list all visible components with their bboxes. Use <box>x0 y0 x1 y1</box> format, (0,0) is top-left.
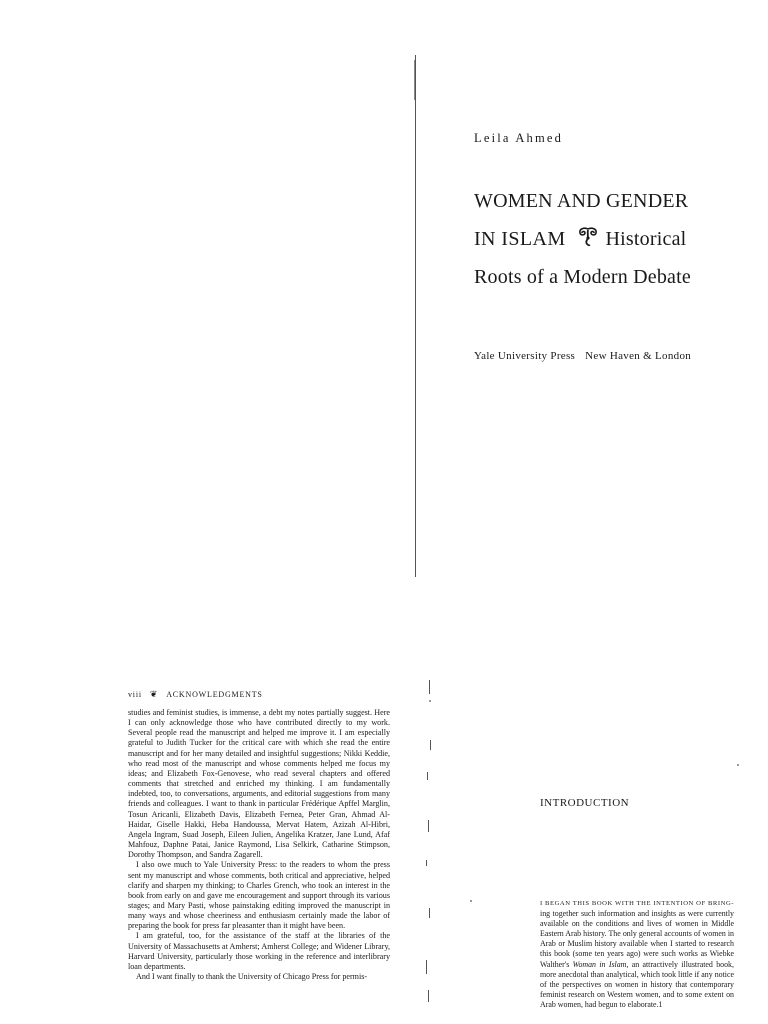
page-number: viii <box>128 690 142 699</box>
gutter-line <box>426 860 427 866</box>
paragraph: I am grateful, too, for the assistance of the staff at the libraries of the University of Massachusetts at Amherst; Amherst College; and Widener Library, Harvard University, particularly those working in the reference and interlibrary loan departments. <box>128 931 390 971</box>
book-title-italic: Woman in Islam, <box>572 959 629 969</box>
title-line-2 <box>474 220 691 258</box>
publisher-line <box>474 350 691 362</box>
chapter-heading: INTRODUCTION <box>540 797 630 809</box>
gutter-line <box>426 960 427 974</box>
running-head <box>128 689 263 700</box>
title-line-2-caps: IN ISLAM <box>474 228 566 250</box>
fleuron-ornament-icon <box>576 226 600 248</box>
gutter-speck <box>429 700 431 702</box>
ornament-icon: ❦ <box>149 689 159 699</box>
gutter-line <box>429 908 430 918</box>
opening-smallcaps: I BEGAN THIS BOOK WITH THE INTENTION OF BRING- <box>540 900 734 907</box>
gutter-line <box>429 680 430 694</box>
body-text-continued: an attractively illustrated book, more anecdotal than analytical, which took little if any notice of the perspectives on women in history that contemporary feminist research on Western women, and to some extent on Arab women, had begun to elaborate.1 <box>540 959 734 1009</box>
title-line-3: Roots of a Modern Debate <box>474 266 691 288</box>
gutter-line <box>428 820 429 832</box>
running-head-title: ACKNOWLEDGMENTS <box>166 690 263 699</box>
body-text: ing together such information and insights as were currently available on the conditions and lives of women in Middle Eastern Arab history. The only general accounts of women in Arab or Muslim history available when I started to research this book (some ten years ago) were such works as Wiebke Walther's <box>540 909 734 969</box>
paragraph: studies and feminist studies, is immense, a debt my notes partially suggest. Here I can only acknowledge those who have contributed directly to my work. Several people read the manuscript and helped me improve it. I am especially grateful to Judith Tucker for the critical care with which she read the entire manuscript and for her many detailed and insightful suggestions; Nikki Keddie, who read most of the manuscript and whose comments helped me focus my ideas; and Elizabeth Fox-Genovese, who read several chapters and offered comments that stretched and enriched my thinking. I am fundamentally indebted, too, to conversations, arguments, and editorial suggestions from many friends and colleagues. I want to thank in particular Frédérique Apffel Marglin, Tosun Aricanli, Elizabeth Davis, Elizabeth Fernea, Peter Gran, Ahmad Al-Haidar, Giselle Hakki, Heba Handoussa, Mervat Hatem, Azizah Al-Hibri, Angela Ingram, Suad Joseph, Eileen Julien, Angelika Kratzer, Jane Lund, Afaf Mahfouz, Daphne Patai, Janice Raymond, Lisa Selkirk, Catharine Stimpson, Dorothy Thompson, and Sandra Zagarell. <box>128 708 390 860</box>
author-name: Leila Ahmed <box>474 131 564 145</box>
page-speck <box>470 900 472 902</box>
title-line-2-rest: Historical <box>605 228 687 250</box>
acknowledgments-text <box>128 708 390 982</box>
paragraph: I also owe much to Yale University Press: to the readers to whom the press sent my manuscript and whose comments, both critical and appreciative, helped clarify and sharpen my thinking; to Charles Grench, who took an interest in the book from early on and gave me encouragement and support through its various stages; and Mary Pasti, whose painstaking editing improved the manuscript in many ways and whose cheeriness and enthusiasm certainly made the labor of preparing the book for press far pleasanter than it might have been. <box>128 860 390 931</box>
gutter-line <box>415 55 416 577</box>
gutter-line <box>427 772 428 780</box>
book-title <box>474 182 691 296</box>
title-line-1: WOMEN AND GENDER <box>474 190 689 212</box>
gutter-line <box>428 990 429 1002</box>
book-spread <box>0 660 768 1024</box>
page-speck <box>737 764 739 766</box>
paragraph: And I want finally to thank the University of Chicago Press for permis- <box>136 972 368 982</box>
publisher-location: New Haven & London <box>585 350 692 362</box>
gutter-line <box>430 740 431 750</box>
introduction-text <box>540 898 734 1010</box>
gutter-line <box>414 60 415 100</box>
publisher-name: Yale University Press <box>474 350 576 362</box>
